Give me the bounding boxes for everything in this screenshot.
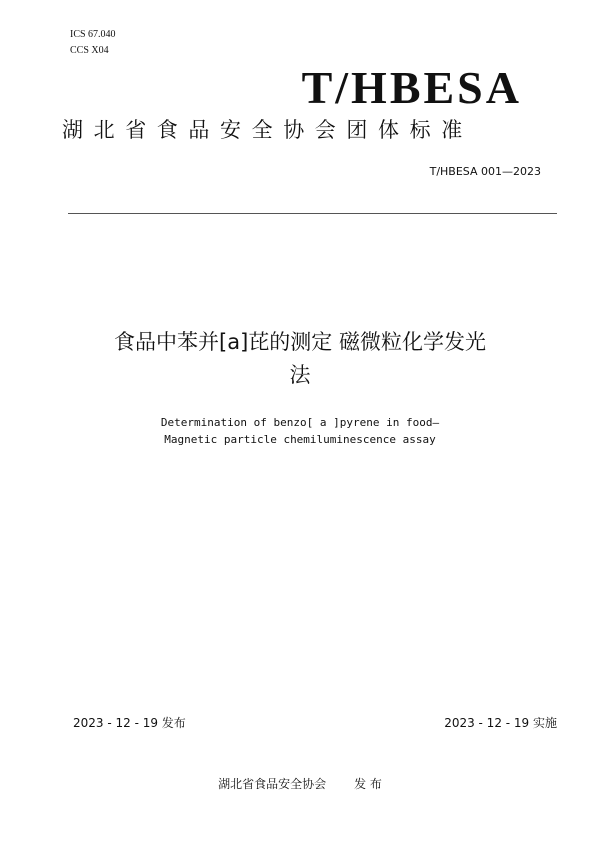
standard-number: T/HBESA 001—2023 xyxy=(429,165,541,178)
implementation-date: 2023 - 12 - 19 实施 xyxy=(444,716,557,730)
header-divider xyxy=(68,213,557,214)
document-title-cn xyxy=(70,326,530,392)
publisher-action: 发 布 xyxy=(354,777,382,791)
publisher-name: 湖北省食品安全协会 xyxy=(218,777,327,791)
ccs-code: CCS X04 xyxy=(70,45,109,56)
publisher xyxy=(0,775,600,793)
title-en-line-2: Magnetic particle chemiluminescence assay xyxy=(164,433,436,446)
title-cn-line-2: 法 xyxy=(289,363,311,387)
standard-logo: T/HBESA xyxy=(301,62,522,113)
org-standard-title: 湖北省食品安全协会团体标准 xyxy=(62,118,473,142)
issue-date: 2023 - 12 - 19 发布 xyxy=(73,716,186,730)
title-en-line-1: Determination of benzo[ a ]pyrene in food— xyxy=(160,416,440,429)
document-title-en xyxy=(60,414,540,448)
ics-code: ICS 67.040 xyxy=(70,29,116,40)
title-cn-line-1: 食品中苯并[a]芘的测定 磁微粒化学发光 xyxy=(114,330,486,354)
